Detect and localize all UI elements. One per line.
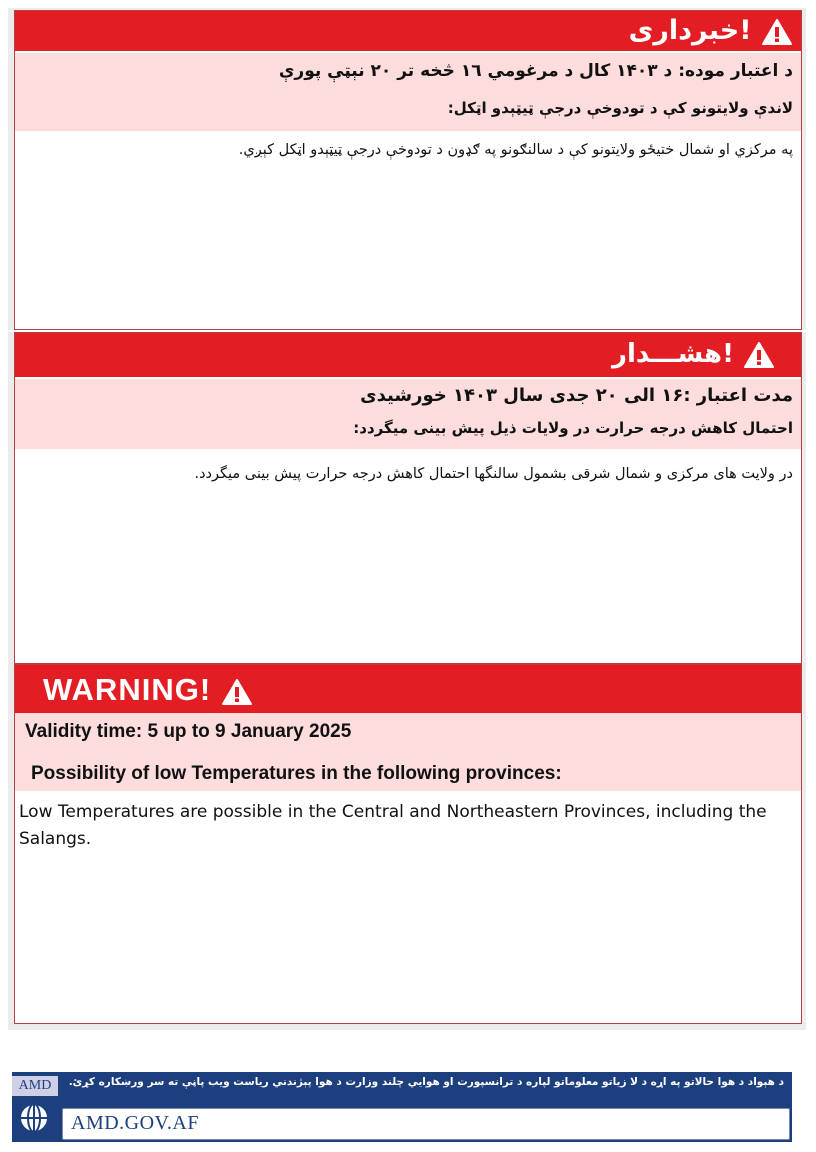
dari-validity: مدت اعتبار :۱۶ الی ۲۰ جدی سال ۱۴۰۳ خورشیدی — [360, 385, 793, 406]
warning-triangle-icon — [743, 341, 775, 369]
pashto-body-text: په مرکزي او شمال ختیځو ولایتونو کې د سالنګونو په ګډون د تودوخې درجې ټیټېدو اټکل کېږي. — [238, 142, 793, 158]
dari-body-text: در ولایت های مرکزی و شمال شرقی بشمول سالنگها احتمال کاهش درجه حرارت پیش بینی میگردد. — [194, 466, 793, 482]
dari-subtitle: احتمال کاهش درجه حرارت در ولایات ذیل پیش بینی میگردد: — [353, 419, 793, 437]
warning-triangle-icon — [761, 18, 793, 46]
english-validity: Validity time: 5 up to 9 January 2025 — [25, 721, 352, 742]
amd-logo-label: AMD — [12, 1076, 58, 1096]
footer-notice: د هېواد د هوا حالاتو په اړه د لا زیاتو معلوماتو لپاره د ترانسپورت او هوايي چلند وزارت د هوا پېژندني ریاست ویب پاڼې ته سر ورښکاره کړئ. — [68, 1076, 784, 1088]
english-warning-header — [15, 665, 801, 713]
pashto-subtitle: لاندې ولایتونو کې د تودوخې درجې ټیټېدو اټکل: — [447, 99, 793, 117]
website-url[interactable]: AMD.GOV.AF — [71, 1112, 199, 1134]
english-info-band — [15, 713, 801, 791]
pashto-warning-box — [14, 10, 802, 330]
footer-banner — [12, 1072, 792, 1142]
english-warning-box — [14, 664, 802, 1024]
pashto-validity: د اعتبار موده: د ۱۴۰۳ کال د مرغومي ۱٦ څخه تر ۲۰ نېټې پورې — [278, 61, 793, 81]
website-link-box[interactable] — [62, 1108, 790, 1140]
pashto-warning-panel — [8, 8, 806, 330]
pashto-warning-header — [15, 11, 801, 51]
dari-warning-header — [15, 333, 801, 377]
english-warning-panel — [8, 664, 806, 1030]
pashto-header-title: خبرداری! — [628, 15, 752, 46]
warning-triangle-icon — [221, 678, 253, 706]
english-header-title: WARNING! — [43, 672, 212, 707]
pashto-info-band — [15, 53, 801, 131]
dari-warning-panel — [8, 332, 806, 666]
dari-info-band — [15, 379, 801, 449]
dari-warning-box — [14, 332, 802, 664]
dari-header-title: هشـــدار! — [612, 339, 734, 369]
globe-icon — [18, 1102, 50, 1134]
english-subtitle: Possibility of low Temperatures in the following provinces: — [31, 763, 562, 784]
english-body-text: Low Temperatures are possible in the Central and Northeastern Provinces, including the Salangs. — [19, 802, 767, 849]
